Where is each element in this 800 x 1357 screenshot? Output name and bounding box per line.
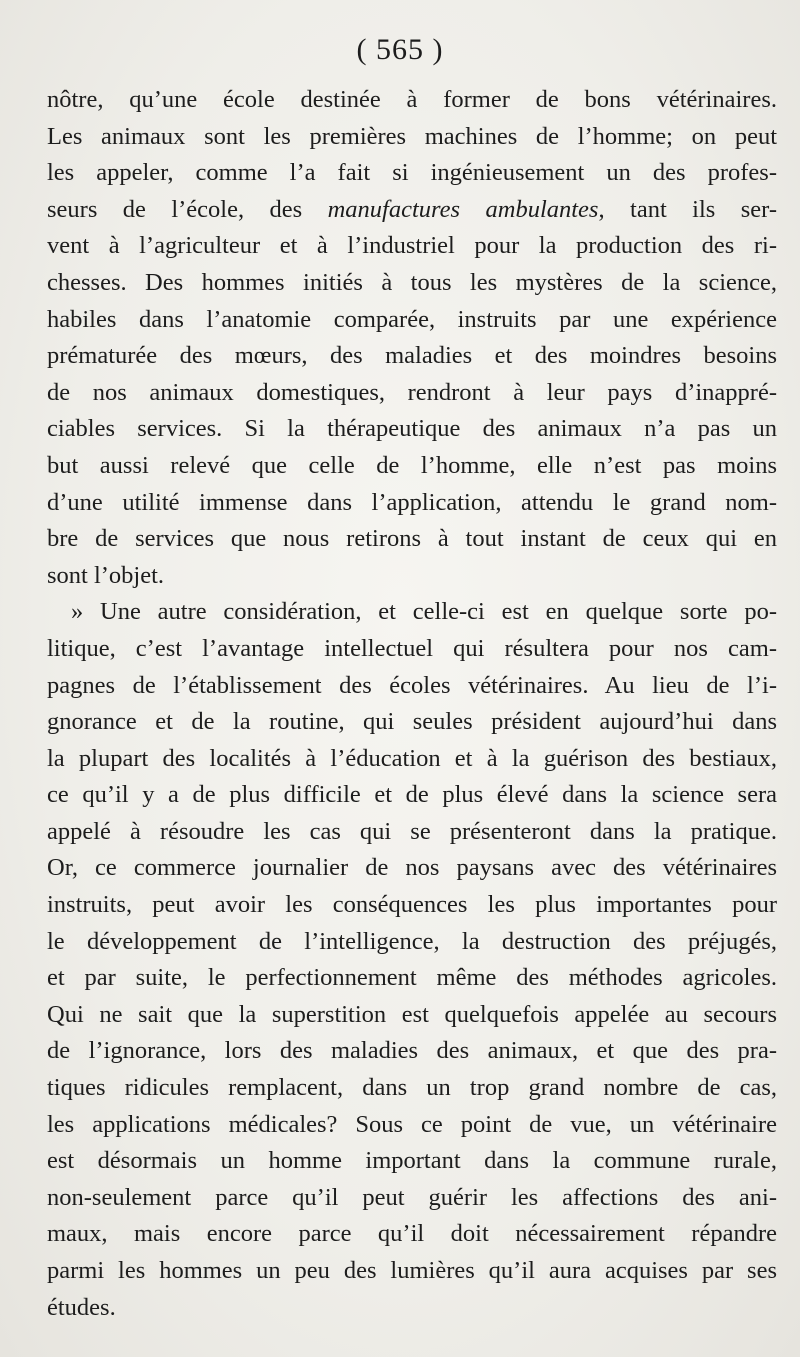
text-line: les appeler, comme l’a fait si ingénieusement un des profes- (47, 159, 777, 187)
text-line: est désormais un homme important dans la commune rurale, (47, 1147, 777, 1175)
text-line: but aussi relevé que celle de l’homme, elle n’est pas moins (47, 451, 777, 479)
text-line: non-seulement parce qu’il peut guérir les affections des ani- (47, 1183, 777, 1211)
text-line: vent à l’agriculteur et à l’industriel pour la production des ri- (47, 232, 777, 260)
text-line: Qui ne sait que la superstition est quelquefois appelée au secours (47, 1000, 777, 1028)
text-line: habiles dans l’anatomie comparée, instruits par une expérience (47, 305, 777, 333)
text-line: appelé à résoudre les cas qui se présenteront dans la pratique. (47, 817, 777, 845)
text-line: les applications médicales? Sous ce point de vue, un vétérinaire (47, 1110, 777, 1138)
text-segment: seurs de l’école, des (47, 195, 328, 223)
paragraph (47, 594, 777, 1326)
text-line: études. (47, 1293, 116, 1321)
text-line: la plupart des localités à l’éducation et à la guérison des bestiaux, (47, 744, 777, 772)
text-line: maux, mais encore parce qu’il doit nécessairement répandre (47, 1220, 777, 1248)
text-line: prématurée des mœurs, des maladies et des moindres besoins (47, 342, 777, 370)
text-line: chesses. Des hommes initiés à tous les mystères de la science, (47, 268, 777, 296)
text-line: tiques ridicules remplacent, dans un trop grand nombre de cas, (47, 1074, 777, 1102)
text-line: ce qu’il y a de plus difficile et de plus élevé dans la science sera (47, 781, 777, 809)
text-line (47, 192, 777, 229)
text-line: nôtre, qu’une école destinée à former de bons vétérinaires. (47, 86, 777, 113)
text-line: d’une utilité immense dans l’application, attendu le grand nom- (47, 488, 777, 516)
text-line: Les animaux sont les premières machines de l’homme; on peut (47, 122, 777, 150)
text-line: bre de services que nous retirons à tout instant de ceux qui en (47, 525, 777, 553)
text-line: litique, c’est l’avantage intellectuel qui résultera pour nos cam- (47, 634, 777, 662)
text-line: de l’ignorance, lors des maladies des animaux, et que des pra- (47, 1037, 777, 1065)
text-line: le développement de l’intelligence, la destruction des préjugés, (47, 927, 777, 955)
text-line: parmi les hommes un peu des lumières qu’il aura acquises par ses (47, 1257, 777, 1284)
paragraph (47, 82, 777, 594)
body-text (47, 82, 777, 1326)
italic-term: manufactures ambulantes (327, 195, 599, 223)
text-line: gnorance et de la routine, qui seules président aujourd’hui dans (47, 708, 777, 736)
text-line: de nos animaux domestiques, rendront à leur pays d’inappré- (47, 378, 777, 406)
text-line: » Une autre considération, et celle-ci est en quelque sorte po- (71, 598, 777, 626)
text-line: et par suite, le perfectionnement même des méthodes agricoles. (47, 964, 777, 992)
text-line: Or, ce commerce journalier de nos paysans avec des vétérinaires (47, 854, 777, 882)
text-segment: , tant ils ser- (598, 195, 777, 223)
text-line: ciables services. Si la thérapeutique des animaux n’a pas un (47, 415, 777, 443)
text-line: instruits, peut avoir les conséquences les plus importantes pour (47, 891, 777, 919)
page-number: ( 565 ) (356, 33, 444, 66)
text-line: pagnes de l’établissement des écoles vétérinaires. Au lieu de l’i- (47, 671, 777, 699)
text-line: sont l’objet. (47, 561, 165, 589)
